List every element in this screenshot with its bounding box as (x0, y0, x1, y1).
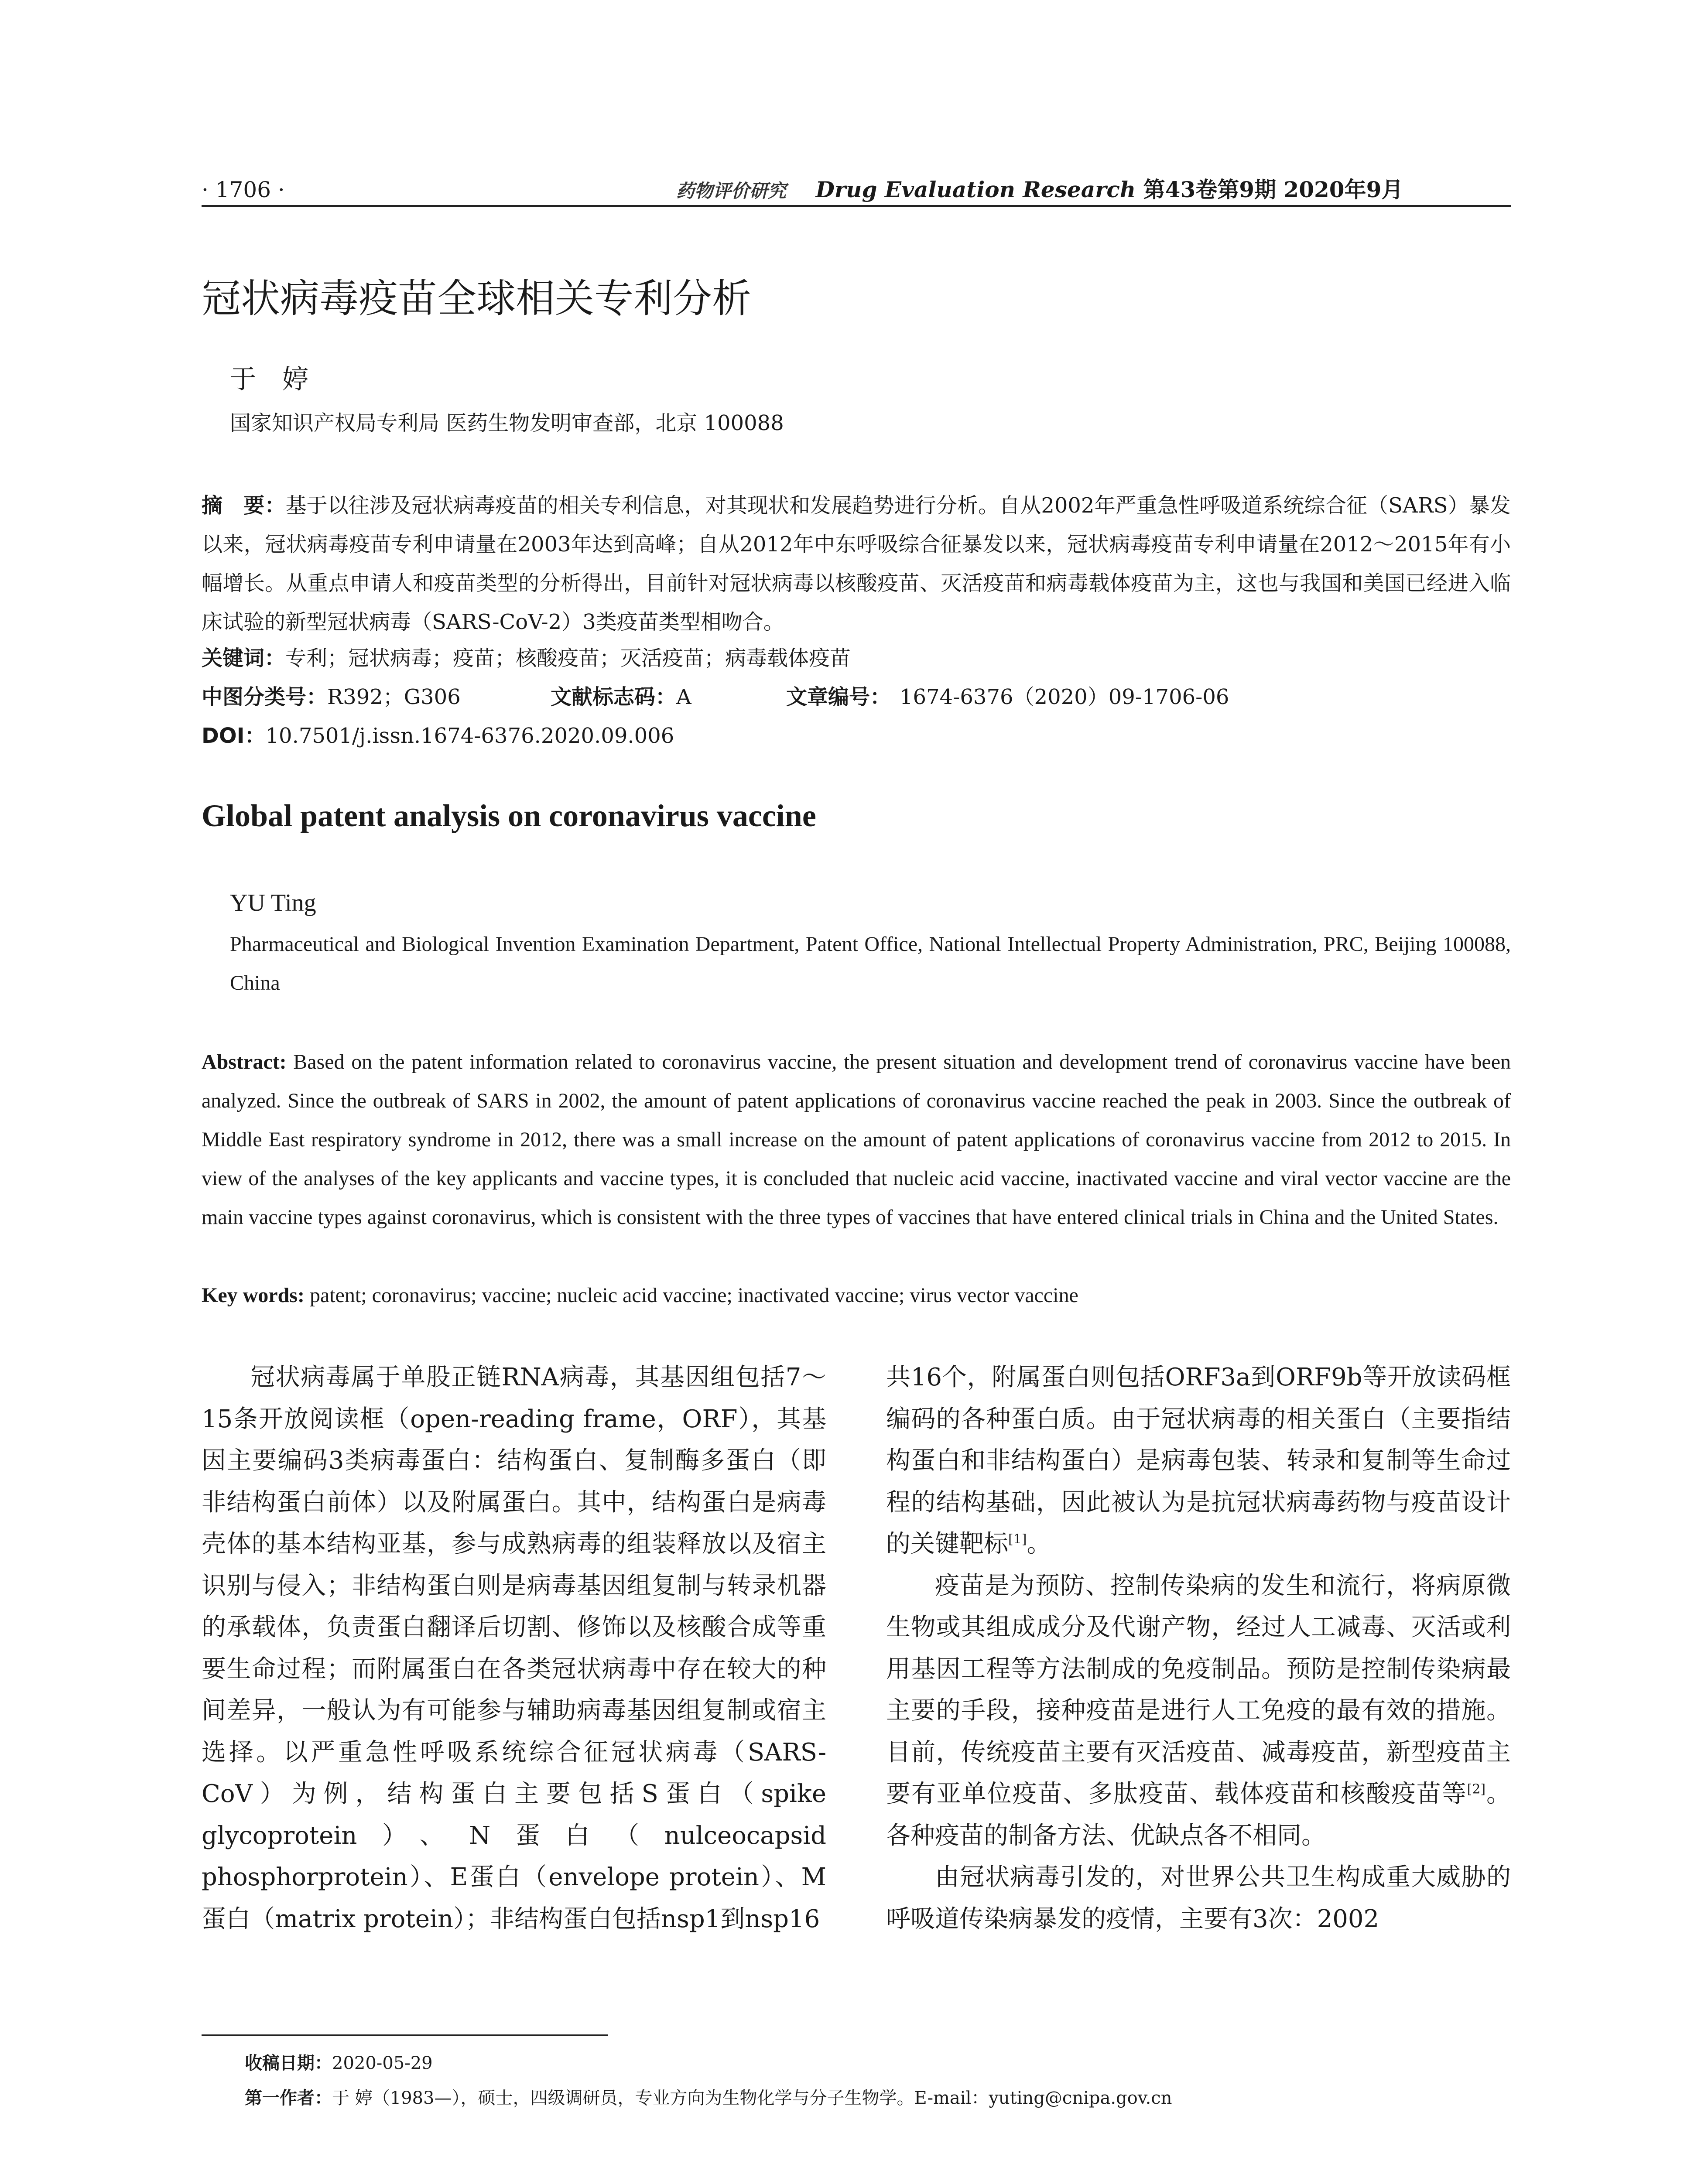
en-keywords-text: patent; coronavirus; vaccine; nucleic acid vaccine; inactivated vaccine; virus vector vaccine (309, 1284, 1078, 1307)
citation-ref: [2] (1467, 1781, 1486, 1797)
received-value: 2020-05-29 (332, 2053, 433, 2073)
cn-doi (202, 717, 674, 755)
body-paragraph (886, 1565, 1511, 1857)
doi-label: DOI： (202, 724, 266, 748)
footnote-rule (202, 2034, 608, 2036)
footnote-author (245, 2085, 1172, 2111)
cn-keywords-label: 关键词： (202, 646, 286, 670)
doccode-value: A (676, 685, 691, 709)
cn-abstract (202, 486, 1511, 642)
journal-info (676, 172, 1403, 209)
en-abstract-text: Based on the patent information related to coronavirus vaccine, the present situation and development trend of coronavirus vaccine have been analyzed. Since the outbreak of SARS in 2002, the amount of patent applications of coronavirus vaccine reached the peak in 2003. Since the outbreak of Middle East respiratory syndrome in 2012, there was a small increase on the amount of patent applications of coronavirus vaccine from 2012 to 2015. In view of the analyses of the key applicants and vaccine types, it is concluded that nucleic acid vaccine, inactivated vaccine and viral vector vaccine are the main vaccine types against coronavirus, which is consistent with the three types of vaccines that have entered clinical trials in China and the United States. (202, 1050, 1511, 1229)
body-text: 。各种疫苗的制备方法、优缺点各不相同。 (886, 1780, 1511, 1850)
doccode-label: 文献标志码： (551, 685, 677, 709)
first-author-label: 第一作者： (245, 2088, 332, 2108)
body-paragraph: 冠状病毒属于单股正链RNA病毒，其基因组包括7～15条开放阅读框（open-reading frame，ORF），其基因主要编码3类病毒蛋白：结构蛋白、复制酶多蛋白（即非结构蛋白前体）以及附属蛋白。其中，结构蛋白是病毒壳体的基本结构亚基，参与成熟病毒的组装释放以及宿主识别与侵入；非结构蛋白则是病毒基因组复制与转录机器的承载体，负责蛋白翻译后切割、修饰以及核酸合成等重要生命过程；而附属蛋白在各类冠状病毒中存在较大的种间差异，一般认为有可能参与辅助病毒基因组复制或宿主选择。以严重急性呼吸系统综合征冠状病毒（SARS-CoV）为例，结构蛋白主要包括S蛋白（spike glycoprotein）、N蛋白（nulceocapsid phosphorprotein）、E蛋白（envelope protein）、M蛋白（matrix protein）；非结构蛋白包括nsp1到nsp16 (202, 1363, 826, 1933)
header-rule (202, 205, 1511, 207)
page-number: · 1706 · (202, 177, 285, 202)
doccode-item (551, 678, 786, 717)
journal-name-en: Drug Evaluation Research (815, 177, 1136, 202)
clc-value: R392；G306 (327, 685, 461, 709)
article-no-label: 文章编号： (786, 685, 891, 709)
footnote-received (245, 2050, 433, 2076)
cn-author: 于婷 (230, 364, 335, 395)
article-no-value: 1674-6376（2020）09-1706-06 (900, 685, 1229, 709)
body-text: 。 (1027, 1530, 1051, 1558)
cn-title: 冠状病毒疫苗全球相关专利分析 (202, 276, 751, 321)
cn-affiliation: 国家知识产权局专利局 医药生物发明审查部，北京 100088 (230, 411, 784, 435)
en-affiliation: Pharmaceutical and Biological Invention Examination Department, Patent Office, National Intellectual Property Administration, PRC, Beijing 100088, China (230, 933, 1511, 995)
journal-issue: 第43卷第9期 2020年9月 (1143, 177, 1403, 202)
cn-classification (202, 678, 1229, 717)
en-abstract (202, 1043, 1511, 1237)
cn-keywords-text: 专利；冠状病毒；疫苗；核酸疫苗；灭活疫苗；病毒载体疫苗 (285, 646, 851, 670)
cn-abstract-text: 基于以往涉及冠状病毒疫苗的相关专利信息，对其现状和发展趋势进行分析。自从2002年严重急性呼吸道系统综合征（SARS）暴发以来，冠状病毒疫苗专利申请量在2003年达到高峰；自从2012年中东呼吸综合征暴发以来，冠状病毒疫苗专利申请量在2012～2015年有小幅增长。从重点申请人和疫苗类型的分析得出，目前针对冠状病毒以核酸疫苗、灭活疫苗和病毒载体疫苗为主，这也与我国和美国已经进入临床试验的新型冠状病毒（SARS-CoV-2）3类疫苗类型相吻合。 (202, 493, 1511, 634)
en-title: Global patent analysis on coronavirus vaccine (202, 798, 816, 833)
running-header (202, 172, 1510, 207)
body-text: 疫苗是为预防、控制传染病的发生和流行，将病原微生物或其组成成分及代谢产物，经过人工减毒、灭活或利用基因工程等方法制成的免疫制品。预防是控制传染病最主要的手段，接种疫苗是进行人工免疫的最有效的措施。目前，传统疫苗主要有灭活疫苗、减毒疫苗，新型疫苗主要有亚单位疫苗、多肽疫苗、载体疫苗和核酸疫苗等 (886, 1571, 1511, 1808)
en-abstract-label: Abstract: (202, 1050, 287, 1073)
received-label: 收稿日期： (245, 2053, 332, 2073)
cn-abstract-label: 摘 要： (202, 493, 286, 518)
body-paragraph (886, 1357, 1511, 1565)
clc-item (202, 678, 551, 717)
body-column-right (886, 1357, 1511, 1940)
first-author-value: 于 婷（1983—），硕士，四级调研员，专业方向为生物化学与分子生物学。E-mail：yuting@cnipa.gov.cn (332, 2088, 1172, 2108)
body-paragraph: 由冠状病毒引发的，对世界公共卫生构成重大威胁的呼吸道传染病暴发的疫情，主要有3次：2002 (886, 1863, 1511, 1933)
body-text: 共16个，附属蛋白则包括ORF3a到ORF9b等开放读码框编码的各种蛋白质。由于冠状病毒的相关蛋白（主要指结构蛋白和非结构蛋白）是病毒包装、转录和复制等生命过程的结构基础，因此被认为是抗冠状病毒药物与疫苗设计的关键靶标 (886, 1363, 1511, 1558)
cn-keywords (202, 639, 851, 678)
citation-ref: [1] (1008, 1531, 1027, 1547)
journal-logo: 药物评价研究 (676, 180, 787, 202)
en-keywords (202, 1276, 1078, 1315)
article-no-item (786, 678, 1229, 717)
en-author: YU Ting (230, 889, 316, 916)
body-column-left (202, 1357, 826, 1940)
doi-value: 10.7501/j.issn.1674-6376.2020.09.006 (265, 724, 674, 748)
clc-label: 中图分类号： (202, 685, 328, 709)
en-keywords-label: Key words: (202, 1284, 305, 1307)
